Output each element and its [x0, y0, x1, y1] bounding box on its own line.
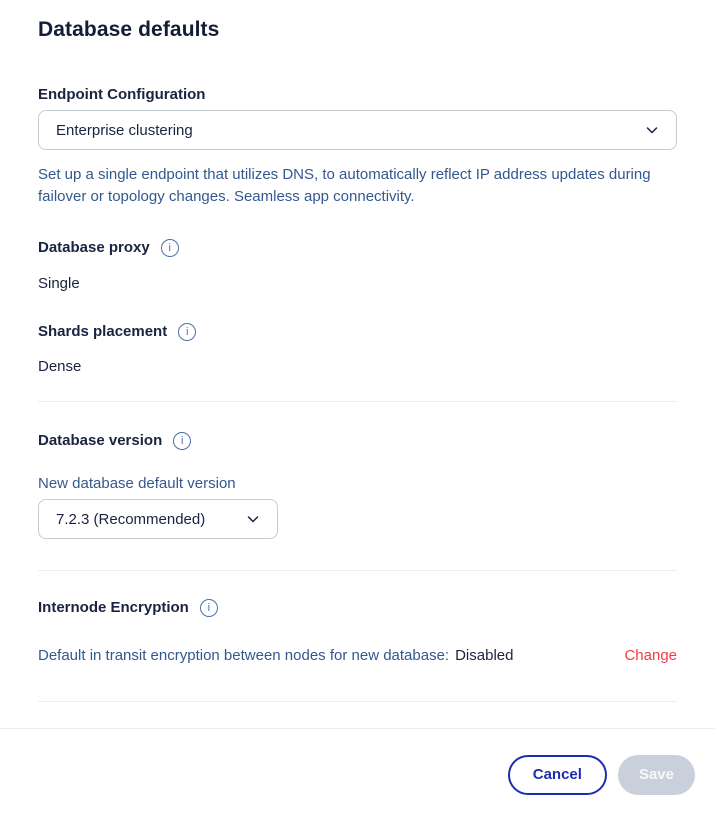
endpoint-configuration-select[interactable] [38, 110, 677, 150]
shards-placement-label: Shards placement [38, 323, 168, 340]
footer-action-bar [0, 728, 715, 820]
internode-encryption-description: Default in transit encryption between nodes for new database: [38, 647, 450, 664]
database-version-select[interactable] [38, 499, 278, 539]
database-version-label: Database version [38, 432, 163, 449]
internode-encryption-value: Disabled [455, 647, 514, 664]
cancel-button[interactable]: Cancel [508, 755, 607, 795]
page-title: Database defaults [38, 18, 220, 41]
database-version-selected-value: 7.2.3 (Recommended) [56, 510, 206, 528]
section-divider [38, 570, 677, 571]
chevron-down-icon [645, 123, 659, 137]
save-button[interactable]: Save [618, 755, 695, 795]
section-divider [38, 701, 677, 702]
database-version-info-icon[interactable]: i [173, 432, 191, 450]
change-link[interactable]: Change [624, 647, 677, 664]
shards-placement-value: Dense [38, 358, 82, 375]
shards-placement-info-icon[interactable]: i [178, 323, 196, 341]
internode-encryption-info-icon[interactable]: i [200, 599, 218, 617]
section-divider [38, 401, 677, 402]
internode-encryption-status-row [38, 646, 677, 666]
endpoint-configuration-selected-value: Enterprise clustering [56, 121, 193, 139]
internode-encryption-row [38, 598, 677, 618]
database-proxy-info-icon[interactable]: i [161, 239, 179, 257]
shards-placement-row [38, 322, 677, 342]
database-proxy-label: Database proxy [38, 239, 150, 256]
endpoint-configuration-description: Set up a single endpoint that utilizes DNS, to automatically reflect IP address updates during failover or topology changes. Seamless app connectivity. [38, 166, 651, 205]
database-version-row [38, 431, 677, 451]
database-proxy-value: Single [38, 275, 80, 292]
database-proxy-row [38, 238, 677, 258]
internode-encryption-label: Internode Encryption [38, 599, 189, 616]
endpoint-configuration-label: Endpoint Configuration [38, 86, 206, 103]
new-database-default-version-label: New database default version [38, 475, 236, 492]
chevron-down-icon [246, 512, 260, 526]
